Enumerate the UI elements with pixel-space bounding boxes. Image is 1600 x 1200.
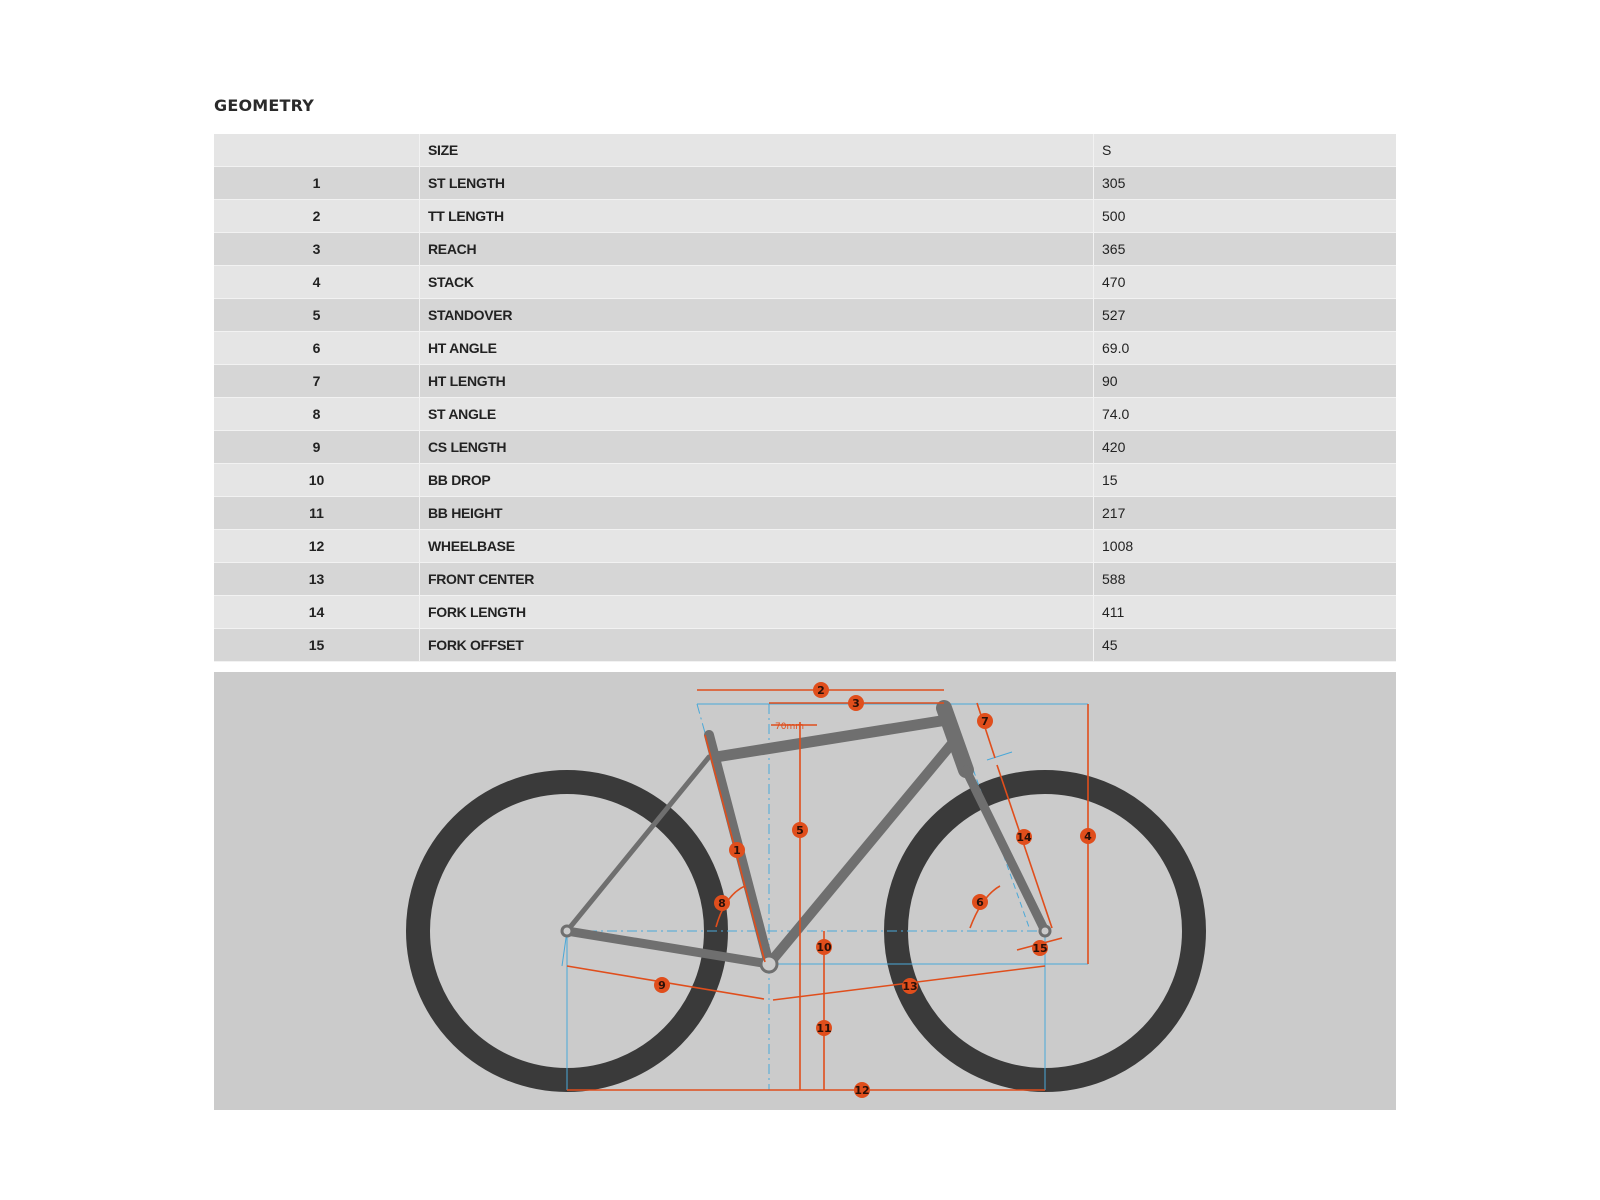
row-value: 365 (1094, 233, 1397, 266)
svg-text:1: 1 (733, 844, 741, 857)
bike-frame (567, 708, 1048, 964)
row-number: 8 (214, 398, 420, 431)
table-row (214, 497, 1396, 530)
svg-text:15: 15 (1032, 942, 1048, 955)
row-label: ST ANGLE (420, 398, 1094, 431)
svg-text:3: 3 (852, 697, 860, 710)
row-value: 305 (1094, 167, 1397, 200)
row-number: 9 (214, 431, 420, 464)
row-value: 420 (1094, 431, 1397, 464)
offset-label: 70mm (775, 722, 804, 732)
svg-text:10: 10 (816, 941, 832, 954)
row-number: 15 (214, 629, 420, 662)
svg-text:7: 7 (981, 715, 989, 728)
svg-text:6: 6 (976, 896, 984, 909)
row-label: FRONT CENTER (420, 563, 1094, 596)
row-number: 10 (214, 464, 420, 497)
row-label: ST LENGTH (420, 167, 1094, 200)
top-tube (716, 720, 947, 757)
marker-2 (813, 682, 829, 698)
row-value: 588 (1094, 563, 1397, 596)
row-label: BB HEIGHT (420, 497, 1094, 530)
marker-12 (854, 1082, 870, 1098)
row-value: 217 (1094, 497, 1397, 530)
row-number: 3 (214, 233, 420, 266)
front-axle (1040, 926, 1050, 936)
table-row (214, 167, 1396, 200)
rear-axle (562, 926, 572, 936)
header-size-label: SIZE (420, 134, 1094, 167)
section-title: GEOMETRY (214, 96, 315, 115)
marker-7 (977, 713, 993, 729)
row-number: 1 (214, 167, 420, 200)
row-number: 5 (214, 299, 420, 332)
row-label: BB DROP (420, 464, 1094, 497)
row-label: HT LENGTH (420, 365, 1094, 398)
table-row (214, 299, 1396, 332)
row-number: 12 (214, 530, 420, 563)
row-value: 15 (1094, 464, 1397, 497)
svg-text:5: 5 (796, 824, 804, 837)
row-number: 6 (214, 332, 420, 365)
svg-text:8: 8 (718, 897, 726, 910)
table-row (214, 365, 1396, 398)
row-number: 4 (214, 266, 420, 299)
marker-14 (1016, 829, 1032, 845)
svg-text:9: 9 (658, 979, 666, 992)
table-row (214, 233, 1396, 266)
geometry-diagram (214, 672, 1396, 1110)
table-row (214, 398, 1396, 431)
row-label: FORK LENGTH (420, 596, 1094, 629)
row-number: 2 (214, 200, 420, 233)
svg-text:11: 11 (816, 1022, 832, 1035)
svg-text:14: 14 (1016, 831, 1032, 844)
marker-1 (729, 842, 745, 858)
svg-text:13: 13 (902, 980, 918, 993)
marker-3 (848, 695, 864, 711)
table-row (214, 563, 1396, 596)
table-row (214, 266, 1396, 299)
marker-9 (654, 977, 670, 993)
row-value: 500 (1094, 200, 1397, 233)
row-label: STANDOVER (420, 299, 1094, 332)
row-number: 14 (214, 596, 420, 629)
row-number: 13 (214, 563, 420, 596)
row-value: 90 (1094, 365, 1397, 398)
row-number: 7 (214, 365, 420, 398)
table-row (214, 464, 1396, 497)
head-tube (944, 708, 966, 770)
row-value: 411 (1094, 596, 1397, 629)
chain-stay (567, 931, 769, 964)
row-label: FORK OFFSET (420, 629, 1094, 662)
svg-text:2: 2 (817, 684, 825, 697)
row-label: WHEELBASE (420, 530, 1094, 563)
marker-8 (714, 895, 730, 911)
row-value: 1008 (1094, 530, 1397, 563)
marker-5 (792, 822, 808, 838)
table-row (214, 200, 1396, 233)
marker-4 (1080, 828, 1096, 844)
row-value: 45 (1094, 629, 1397, 662)
marker-15 (1032, 940, 1048, 956)
geometry-table (214, 134, 1396, 662)
row-label: STACK (420, 266, 1094, 299)
row-label: CS LENGTH (420, 431, 1094, 464)
marker-13 (902, 978, 918, 994)
row-value: 69.0 (1094, 332, 1397, 365)
table-row (214, 629, 1396, 662)
table-row (214, 332, 1396, 365)
row-value: 527 (1094, 299, 1397, 332)
marker-6 (972, 894, 988, 910)
marker-11 (816, 1020, 832, 1036)
marker-10 (816, 939, 832, 955)
row-label: REACH (420, 233, 1094, 266)
header-size-value: S (1094, 134, 1397, 167)
bike-geometry-svg (214, 672, 1396, 1110)
row-value: 74.0 (1094, 398, 1397, 431)
row-label: HT ANGLE (420, 332, 1094, 365)
svg-text:12: 12 (854, 1084, 870, 1097)
row-label: TT LENGTH (420, 200, 1094, 233)
table-header-row (214, 134, 1396, 167)
row-value: 470 (1094, 266, 1397, 299)
table-row (214, 530, 1396, 563)
header-num-cell (214, 134, 420, 167)
svg-text:4: 4 (1084, 830, 1092, 843)
table-row (214, 431, 1396, 464)
row-number: 11 (214, 497, 420, 530)
table-row (214, 596, 1396, 629)
